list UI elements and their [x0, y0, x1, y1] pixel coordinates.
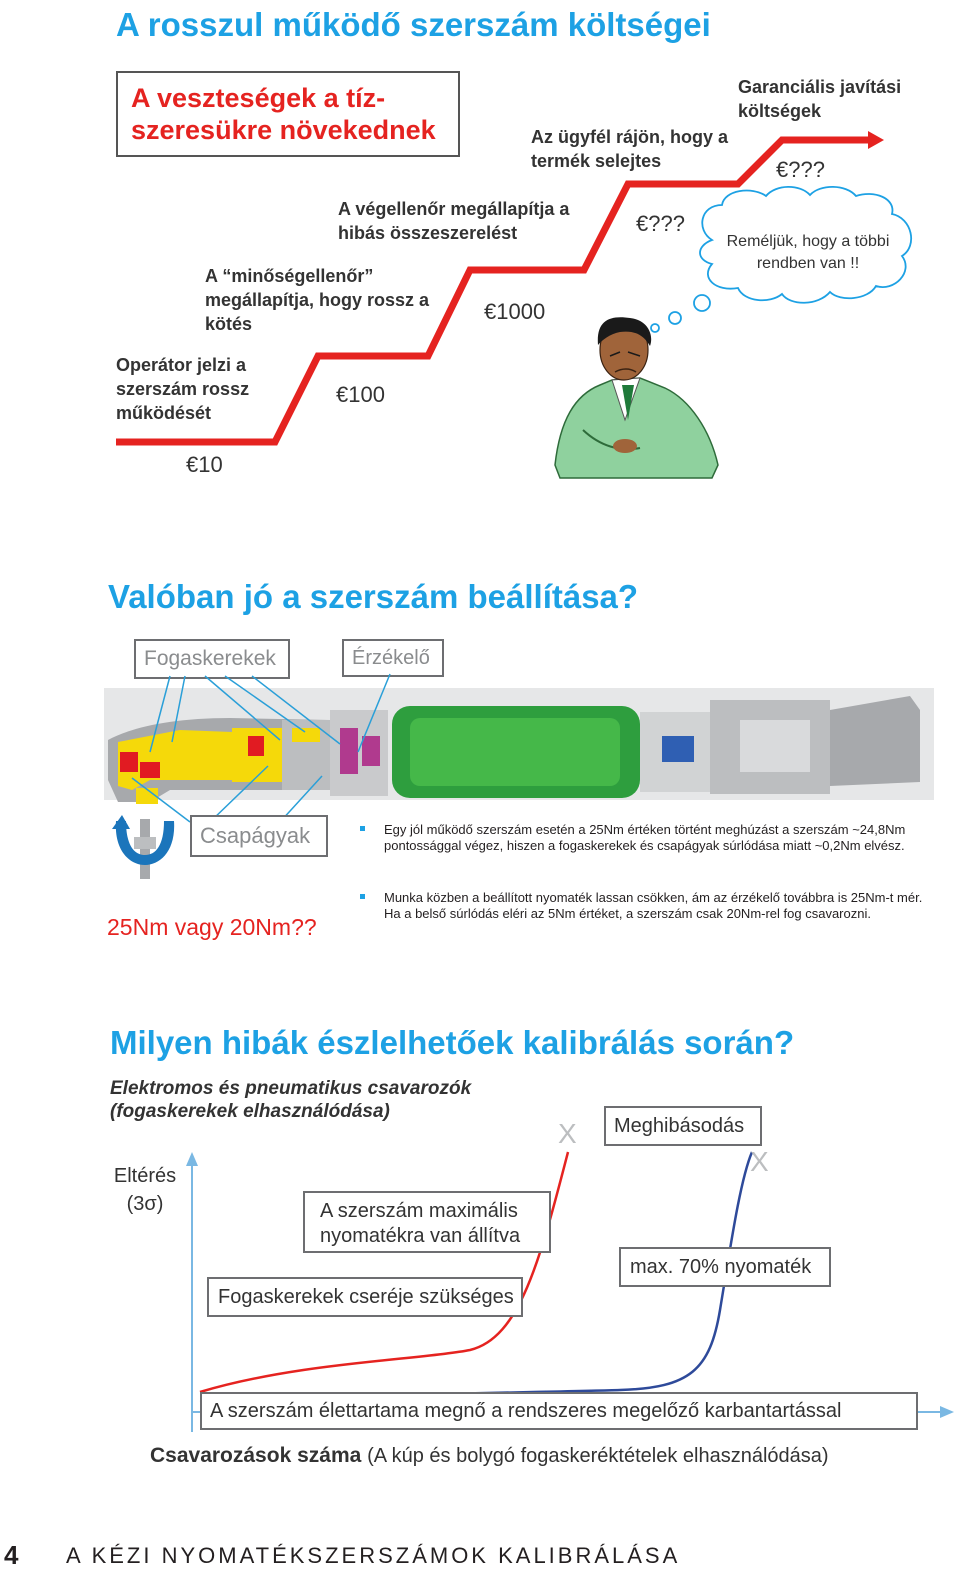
y-axis-arrow	[186, 1152, 198, 1166]
section3-title: Milyen hibák észlelhetőek kalibrálás során?	[110, 1024, 795, 1061]
bearings-label: Csapágyak	[200, 823, 311, 848]
page-number: 4	[4, 1540, 19, 1570]
bullet-1-text: Egy jól működő szerszám esetén a 25Nm értéken történt meghúzást a szerszám ~24,8Nm pontossággal végez, hiszen a fogaskerekek és csapágyak súrlódása miatt ~0,2Nm elvész.	[384, 822, 906, 853]
series-red-line	[200, 1152, 568, 1392]
failure-box	[604, 1106, 762, 1146]
max-torque-box	[303, 1191, 551, 1253]
pct70-text: max. 70% nyomaték	[630, 1256, 812, 1278]
step-5-label: Garanciális javítási költségek	[738, 77, 902, 121]
bearings-label-box	[190, 815, 328, 857]
max-torque-text: A szerszám maximális nyomatékra van állítva	[320, 1200, 521, 1247]
failure-text: Meghibásodás	[614, 1115, 745, 1137]
lifetime-text: A szerszám élettartama megnő a rendszeres megelőző karbantartással	[210, 1400, 842, 1422]
bearing-rotation-icon	[108, 815, 198, 885]
pct70-box	[619, 1247, 831, 1287]
step-5-cost: €???	[776, 157, 825, 182]
thought-text: Reméljük, hogy a többi rendben van !!	[726, 233, 890, 272]
worried-man-illustration	[555, 317, 718, 478]
step-3-label: A végellenőr megállapítja a hibás összeszerelést	[338, 199, 570, 243]
gears-replace-text: Fogaskerekek cseréje szükséges	[218, 1286, 514, 1308]
step-1-label: Operátor jelzi a szerszám rossz működését	[116, 355, 250, 423]
bullet-2	[384, 890, 924, 922]
bullet-2-text: Munka közben a beállított nyomaték lassan csökken, ám az érzékelő továbbra is 25Nm-t mér. Ha a belső súrlódás eléri az 5Nm értéket, a szerszám csak 20Nm-rel fog csavarozni.	[384, 890, 923, 921]
bullet-2-marker	[360, 894, 365, 899]
gears-replace-box	[207, 1277, 523, 1317]
bullet-1	[384, 822, 924, 854]
gears-label: Fogaskerekek	[144, 647, 276, 670]
lifetime-box	[200, 1392, 918, 1430]
failure-marker-red: X	[558, 1118, 577, 1149]
section1-title: A rosszul működő szerszám költségei	[116, 6, 711, 43]
bullet-1-marker	[360, 826, 365, 831]
step-2-cost: €100	[336, 382, 385, 407]
step-2-label: A “minőségellenőr” megállapítja, hogy rossz a kötés	[205, 266, 430, 334]
step-3-cost: €1000	[484, 299, 546, 324]
step-4-label: Az ügyfél rájön, hogy a termék selejtes	[531, 127, 729, 171]
footer-title: A KÉZI NYOMATÉKSZERSZÁMOK KALIBRÁLÁSA	[66, 1543, 681, 1568]
thought-dot-small	[651, 324, 659, 332]
x-axis-caption	[150, 1444, 829, 1468]
sensor-label: Érzékelő	[352, 647, 430, 669]
x-axis-arrow	[940, 1406, 954, 1418]
x-axis-caption-rest: (A kúp és bolygó fogaskeréktételek elhasználódása)	[367, 1445, 829, 1467]
section2-title: Valóban jó a szerszám beállítása?	[108, 578, 639, 615]
x-axis-caption-bold: Csavarozások száma	[150, 1444, 362, 1467]
loss-box-text: A veszteségek a tíz-szeresükre növekednek	[131, 83, 436, 145]
step-4-cost: €???	[636, 211, 685, 236]
section3-subtitle: Elektromos és pneumatikus csavarozók (fogaskerekek elhasználódása)	[110, 1078, 472, 1122]
thought-dot-large	[694, 295, 710, 311]
step-1-cost: €10	[186, 452, 223, 477]
torque-question: 25Nm vagy 20Nm??	[107, 914, 317, 940]
thought-dot-medium	[669, 312, 681, 324]
failure-marker-blue: X	[750, 1146, 769, 1177]
y-axis-label: Eltérés (3σ)	[113, 1165, 177, 1215]
staircase-arrowhead	[868, 131, 884, 149]
